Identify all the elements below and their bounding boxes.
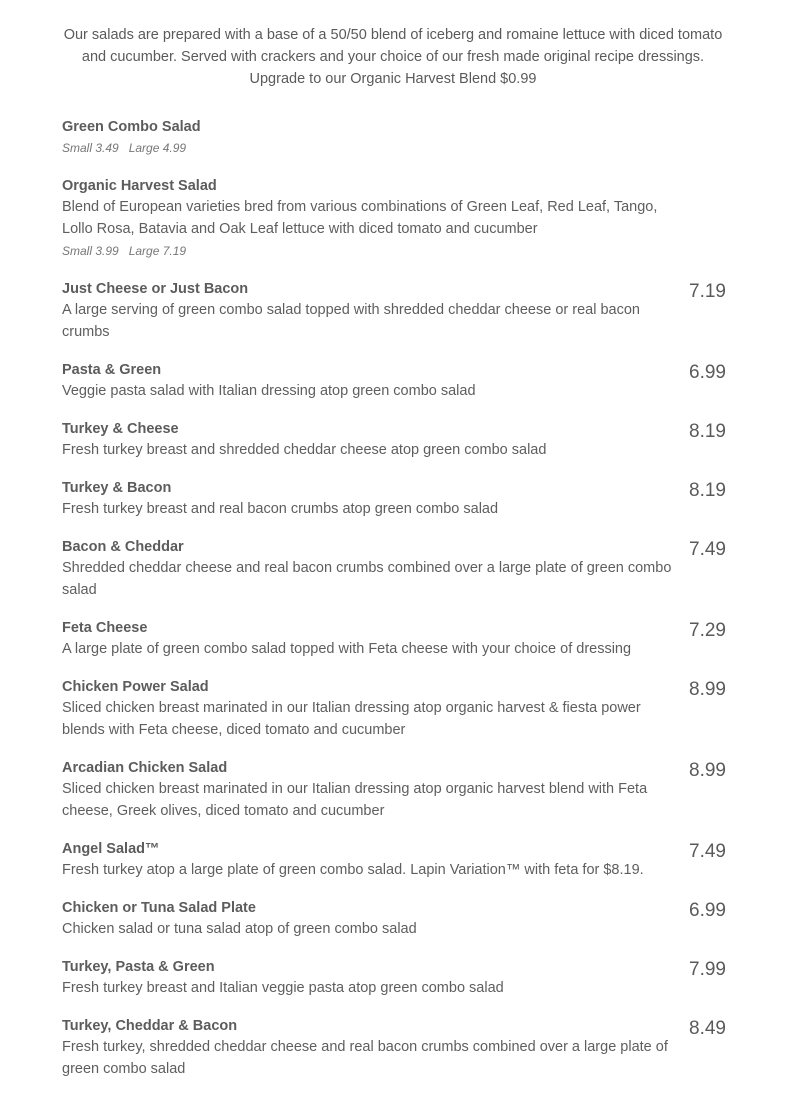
- item-description: Veggie pasta salad with Italian dressing atop green combo salad: [62, 383, 476, 399]
- menu-item: [62, 478, 726, 520]
- item-name: Turkey, Pasta & Green: [62, 959, 215, 975]
- item-price: 6.99: [689, 362, 726, 383]
- menu-item: [62, 618, 726, 660]
- item-price: 8.99: [689, 760, 726, 781]
- item-price: 8.19: [689, 480, 726, 501]
- item-price: 6.99: [689, 900, 726, 921]
- item-description: A large serving of green combo salad topped with shredded cheddar cheese or real bacon crumbs: [62, 302, 640, 340]
- item-description: Sliced chicken breast marinated in our Italian dressing atop organic harvest blend with Feta cheese, Greek olives, diced tomato and cucumber: [62, 781, 648, 819]
- menu-item: [62, 1016, 726, 1080]
- item-price: 7.19: [689, 281, 726, 302]
- item-description: Chicken salad or tuna salad atop of green combo salad: [62, 921, 417, 937]
- item-name: Angel Salad™: [62, 841, 160, 857]
- small-price: Small 3.49: [62, 141, 119, 155]
- menu-item: [62, 839, 726, 881]
- item-price: 8.49: [689, 1018, 726, 1039]
- salad-menu: [62, 117, 726, 1097]
- item-description: Blend of European varieties bred from various combinations of Green Leaf, Red Leaf, Tango, Lollo Rosa, Batavia and Oak Leaf lettuce with diced tomato and cucumber: [62, 199, 658, 237]
- item-price: 8.99: [689, 679, 726, 700]
- item-sizes: [62, 240, 726, 262]
- menu-item: [62, 758, 726, 822]
- large-price: Large 4.99: [128, 141, 187, 155]
- item-name: Pasta & Green: [62, 362, 162, 378]
- item-description: Fresh turkey breast and Italian veggie pasta atop green combo salad: [62, 980, 504, 996]
- item-description: Fresh turkey atop a large plate of green combo salad. Lapin Variation™ with feta for $8.19.: [62, 862, 644, 878]
- item-name: Chicken Power Salad: [62, 679, 209, 695]
- item-name: Chicken or Tuna Salad Plate: [62, 900, 256, 916]
- item-price: 7.49: [689, 841, 726, 862]
- item-description: Sliced chicken breast marinated in our Italian dressing atop organic harvest & fiesta power blends with Feta cheese, diced tomato and cucumber: [62, 700, 641, 738]
- menu-item: [62, 898, 726, 940]
- item-description: Fresh turkey, shredded cheddar cheese and real bacon crumbs combined over a large plate of green combo salad: [62, 1039, 668, 1077]
- small-price: Small 3.99: [62, 244, 119, 258]
- item-name: Feta Cheese: [62, 620, 148, 636]
- item-sizes: [62, 137, 726, 159]
- item-name: Turkey & Cheese: [62, 421, 179, 437]
- intro-text: Our salads are prepared with a base of a 50/50 blend of iceberg and romaine lettuce with diced tomato and cucumber. Served with crackers and your choice of our fresh made original recipe dressings. Upgrade to our Organic Harvest Blend $0.99: [63, 27, 723, 87]
- item-price: 8.19: [689, 421, 726, 442]
- menu-item: [62, 537, 726, 601]
- menu-item: [62, 176, 726, 262]
- menu-item: [62, 117, 726, 159]
- large-price: Large 7.19: [128, 244, 187, 258]
- item-name: Bacon & Cheddar: [62, 539, 184, 555]
- item-name: Arcadian Chicken Salad: [62, 760, 228, 776]
- item-description: Shredded cheddar cheese and real bacon crumbs combined over a large plate of green combo salad: [62, 560, 672, 598]
- item-name: Green Combo Salad: [62, 119, 201, 135]
- item-description: Fresh turkey breast and real bacon crumbs atop green combo salad: [62, 501, 499, 517]
- item-price: 7.99: [689, 959, 726, 980]
- menu-item: [62, 279, 726, 343]
- item-description: Fresh turkey breast and shredded cheddar cheese atop green combo salad: [62, 442, 547, 458]
- item-price: 7.29: [689, 620, 726, 641]
- item-name: Turkey, Cheddar & Bacon: [62, 1018, 238, 1034]
- item-name: Just Cheese or Just Bacon: [62, 281, 249, 297]
- item-description: A large plate of green combo salad topped with Feta cheese with your choice of dressing: [62, 641, 632, 657]
- menu-item: [62, 419, 726, 461]
- menu-item: [62, 360, 726, 402]
- menu-item: [62, 677, 726, 741]
- item-name: Turkey & Bacon: [62, 480, 172, 496]
- menu-item: [62, 957, 726, 999]
- item-price: 7.49: [689, 539, 726, 560]
- item-name: Organic Harvest Salad: [62, 178, 217, 194]
